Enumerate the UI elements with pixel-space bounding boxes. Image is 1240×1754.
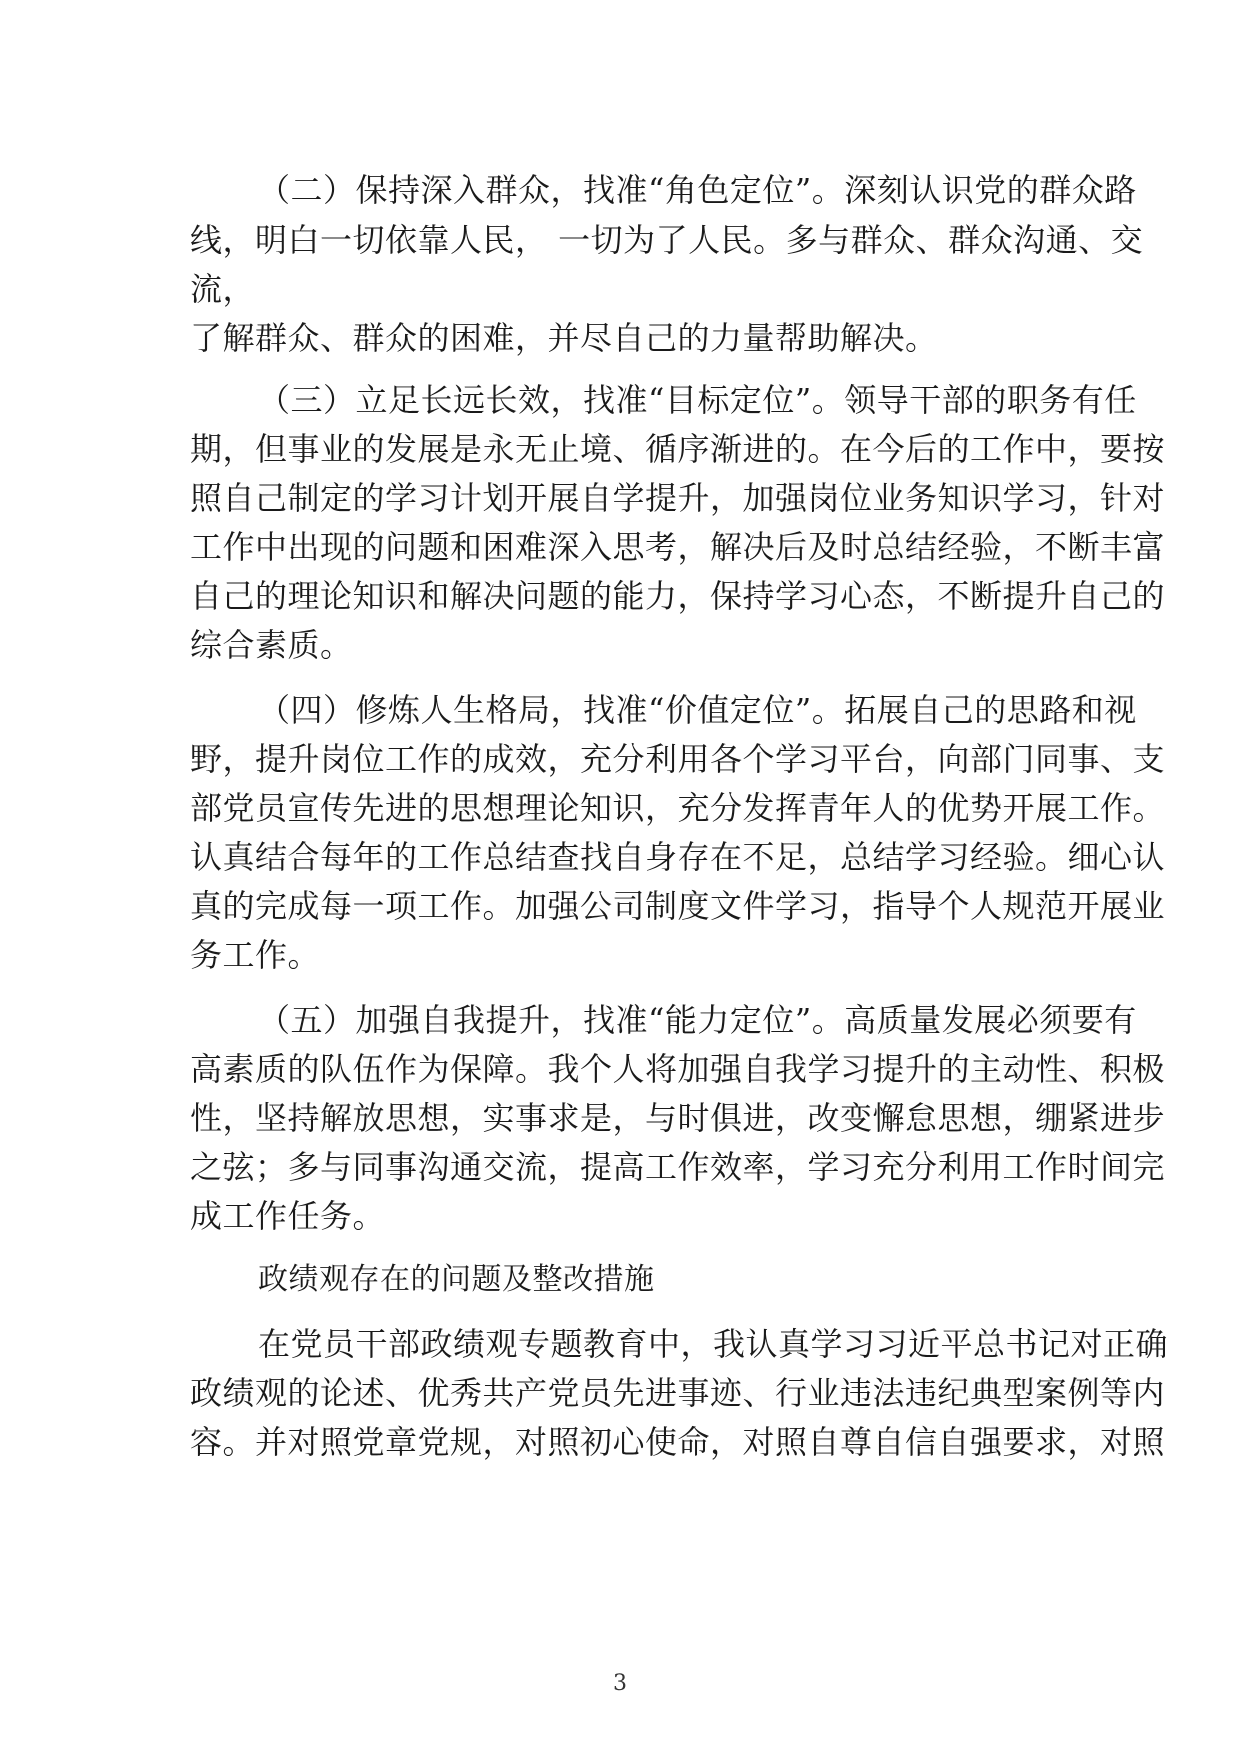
paragraph-line: 之弦；多与同事沟通交流，提高工作效率，学习充分利用工作时间完 bbox=[190, 1148, 1166, 1186]
page-number: 3 bbox=[613, 1671, 627, 1696]
paragraph-line: 期，但事业的发展是永无止境、循序渐进的。在今后的工作中，要按 bbox=[190, 430, 1166, 468]
paragraph-line: 部党员宣传先进的思想理论知识，充分发挥青年人的优势开展工作。 bbox=[190, 789, 1166, 827]
paragraph-line: 成工作任务。 bbox=[190, 1197, 386, 1235]
paragraph-line: （三）立足长远长效，找准“目标定位”。领导干部的职务有任 bbox=[258, 381, 1137, 419]
section-heading: 政绩观存在的问题及整改措施 bbox=[258, 1262, 655, 1297]
paragraph-line: 照自己制定的学习计划开展自学提升，加强岗位业务知识学习，针对 bbox=[190, 479, 1166, 517]
paragraph-line: 政绩观的论述、优秀共产党员先进事迹、行业违法违纪典型案例等内 bbox=[190, 1374, 1166, 1412]
paragraph-line: 认真结合每年的工作总结查找自身存在不足，总结学习经验。细心认 bbox=[190, 838, 1166, 876]
paragraph-line: 容。并对照党章党规，对照初心使命，对照自尊自信自强要求，对照 bbox=[190, 1423, 1166, 1461]
paragraph-line: 性，坚持解放思想，实事求是，与时俱进，改变懈怠思想，绷紧进步 bbox=[190, 1099, 1166, 1137]
paragraph-line: 务工作。 bbox=[190, 936, 321, 974]
paragraph-line: 了解群众、群众的困难，并尽自己的力量帮助解决。 bbox=[190, 319, 938, 357]
paragraph-line: 工作中出现的问题和困难深入思考，解决后及时总结经验，不断丰富 bbox=[190, 528, 1166, 566]
paragraph-line: 高素质的队伍作为保障。我个人将加强自我学习提升的主动性、积极 bbox=[190, 1050, 1166, 1088]
paragraph-line: （五）加强自我提升，找准“能力定位”。高质量发展必须要有 bbox=[258, 1001, 1137, 1039]
paragraph-line: 综合素质。 bbox=[190, 626, 353, 664]
paragraph-line: 野，提升岗位工作的成效，充分利用各个学习平台，向部门同事、支 bbox=[190, 740, 1166, 778]
paragraph-line: 线，明白一切依靠人民， 一切为了人民。多与群众、群众沟通、交 bbox=[190, 221, 1144, 259]
paragraph-line: 流， bbox=[190, 270, 256, 308]
paragraph-line: 在党员干部政绩观专题教育中，我认真学习习近平总书记对正确 bbox=[258, 1325, 1169, 1363]
paragraph-line: 真的完成每一项工作。加强公司制度文件学习，指导个人规范开展业 bbox=[190, 887, 1166, 925]
paragraph-line: （四）修炼人生格局，找准“价值定位”。拓展自己的思路和视 bbox=[258, 691, 1137, 729]
paragraph-line: （二）保持深入群众，找准“角色定位”。深刻认识党的群众路 bbox=[258, 171, 1137, 209]
paragraph-line: 自己的理论知识和解决问题的能力，保持学习心态，不断提升自己的 bbox=[190, 577, 1166, 615]
